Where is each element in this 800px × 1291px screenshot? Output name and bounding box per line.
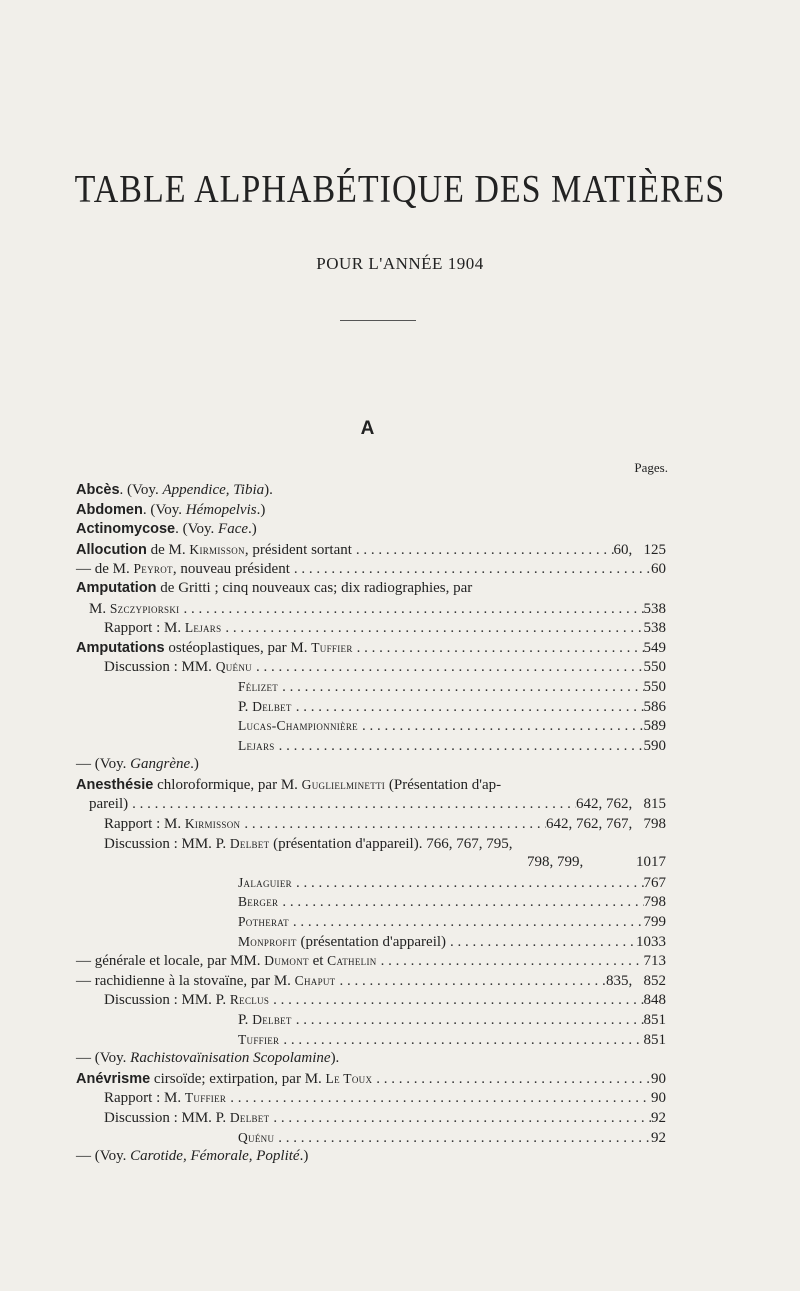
entry-text (238, 912, 289, 933)
entry-sc: Delbet (229, 835, 270, 851)
dot-leader (446, 933, 636, 953)
entry-text (238, 932, 446, 953)
index-entry (76, 1128, 666, 1148)
entry-h: Amputation (76, 579, 157, 596)
divider-rule (340, 320, 416, 321)
index-entry (76, 1147, 666, 1167)
entry-sc: Monprofit (238, 933, 297, 949)
entry-sc: Kirmisson (189, 541, 245, 557)
index-entry (76, 559, 666, 579)
dot-leader (275, 737, 644, 757)
index-entry (76, 755, 666, 775)
entry-t: de M. (146, 541, 190, 558)
entry-h: Actinomycose (76, 521, 176, 538)
entry-t2: ). (264, 482, 273, 498)
page-numbers: 848 (643, 992, 666, 1009)
index-entry (76, 990, 666, 1010)
entry-sc: Chaput (294, 972, 336, 988)
entry-text (104, 1108, 269, 1129)
entry-sc: Delbet (252, 1012, 292, 1028)
dot-leader (335, 972, 606, 992)
index-entry (76, 501, 666, 521)
index-entry (76, 599, 666, 619)
pages-column-label: Pages. (634, 460, 668, 475)
entry-sc: Dumont (264, 953, 309, 969)
entry-t2: .) (299, 1148, 309, 1165)
entry-h: Anévrisme (76, 1070, 151, 1087)
entry-text (76, 540, 352, 561)
entry-it: Face (218, 521, 249, 538)
entry-text (104, 1088, 226, 1109)
page-numbers: 589 (643, 718, 666, 735)
entry-t: — (Voy. (76, 1148, 131, 1165)
dot-leader (221, 619, 643, 639)
page-numbers: 1017 (636, 854, 666, 871)
dot-leader (226, 1089, 651, 1109)
page-numbers: 851 (643, 1031, 666, 1048)
index-entry (76, 951, 666, 971)
index-entry (76, 520, 666, 540)
page-title: TABLE ALPHABÉTIQUE DES MATIÈRES (74, 168, 726, 211)
entry-t: — (Voy. (76, 756, 131, 773)
dot-leader (252, 658, 644, 678)
entry-t2: .) (256, 501, 266, 518)
page-numbers: 60 (651, 561, 666, 578)
entry-t: . (Voy. (175, 521, 219, 538)
entry-sc: Lucas-Championnière (238, 718, 358, 734)
index-entry (76, 834, 666, 854)
index-entry (76, 1030, 666, 1050)
dot-leader (289, 913, 644, 933)
dot-leader (292, 874, 644, 894)
page-numbers: 798 (643, 894, 666, 911)
entry-t: Discussion : MM. P. (104, 992, 230, 1009)
page-numbers: 550 (643, 659, 666, 676)
entry-text (238, 736, 275, 757)
index-entry (76, 736, 666, 756)
section-letter: A (360, 418, 375, 439)
dot-leader (290, 560, 651, 580)
entry-h: Anesthésie (76, 776, 154, 793)
entry-text (104, 990, 269, 1011)
page-numbers: 713 (643, 953, 666, 970)
entry-t: — rachidienne à la stovaïne, par M. (76, 972, 295, 989)
entry-text (76, 755, 199, 775)
entry-t: chloroformique, par M. (153, 776, 302, 793)
entry-t2: (présentation d'appareil). 766, 767, 795, (269, 835, 513, 852)
entry-sc: Potherat (238, 914, 289, 930)
page-numbers: 835, 852 (606, 972, 666, 989)
entry-text (76, 971, 335, 992)
entry-sc: Tuffier (311, 639, 353, 655)
index-entry (76, 579, 666, 599)
index-entry (76, 814, 666, 834)
entry-t: ostéoplastiques, par M. (164, 639, 312, 656)
entry-h: Allocution (76, 541, 147, 558)
index-entry (76, 540, 666, 560)
entry-text (104, 834, 512, 855)
dot-leader (240, 815, 546, 835)
index-entry (76, 1049, 666, 1069)
entry-t: cirsoïde; extirpation, par M. (150, 1070, 326, 1087)
page-numbers: 92 (651, 1129, 666, 1146)
entry-it: Hémopelvis (185, 501, 257, 518)
entry-sc: Quénu (238, 1129, 275, 1145)
entry-sc: Kirmisson (184, 816, 241, 832)
entry-text (76, 520, 257, 540)
entry-text (76, 1147, 308, 1167)
entry-t2: .) (248, 521, 257, 538)
entry-t: P. (238, 1012, 253, 1029)
entry-t: Rapport : M. (104, 816, 185, 833)
entry-text (238, 677, 278, 698)
index-entry (76, 716, 666, 736)
page-numbers: 92 (651, 1110, 666, 1126)
entry-text (104, 814, 240, 835)
page-numbers: 538 (643, 600, 666, 617)
entry-sc: Peyrot (133, 561, 173, 577)
entry-t: Discussion : MM. P. (104, 835, 230, 852)
entry-t: Discussion : MM. P. (104, 1110, 230, 1126)
dot-leader (353, 639, 644, 659)
entry-sc: Lejars (184, 620, 222, 636)
entry-text (76, 638, 353, 659)
page-numbers: 799 (643, 914, 666, 931)
entry-text (76, 481, 273, 501)
entry-sc: Félizet (238, 678, 279, 694)
entry-h: Abdomen (76, 501, 143, 518)
entry-it: Gangrène (130, 756, 191, 773)
entry-it: Appendice, Tibia (162, 482, 265, 498)
entry-text (89, 795, 128, 815)
dot-leader (278, 893, 643, 913)
entry-sc: Szczypiorski (109, 600, 180, 616)
index-entry (76, 932, 666, 952)
entry-t: — générale et locale, par MM. (76, 953, 265, 970)
page-numbers: 538 (643, 620, 666, 637)
index-entry (76, 618, 666, 638)
entry-text (76, 501, 265, 521)
entry-text (76, 579, 472, 599)
entry-t: . (Voy. (142, 501, 186, 518)
index-entries (76, 481, 666, 1167)
index-entry (76, 1069, 666, 1089)
index-entry (76, 657, 666, 677)
entry-t: pareil) (89, 795, 129, 812)
entry-t2: .) (190, 756, 199, 773)
index-entry (76, 481, 666, 501)
entry-t: Rapport : M. (104, 1090, 185, 1107)
entry-text (238, 1030, 279, 1051)
dot-leader (372, 1070, 651, 1090)
entry-text (238, 716, 358, 737)
entry-text (238, 697, 292, 718)
dot-leader (292, 698, 644, 718)
entry-sc: Le Toux (325, 1070, 373, 1086)
page-numbers: 586 (643, 698, 666, 715)
page-numbers: 550 (643, 678, 666, 695)
entry-t: 798, 799, (527, 854, 584, 871)
entry-sc: Jalaguier (238, 874, 292, 890)
entry-h: Abcès (76, 482, 120, 498)
entry-h: Amputations (76, 639, 165, 656)
entry-sc: Delbet (252, 698, 292, 714)
entry-text (238, 1128, 274, 1149)
index-entry (76, 1010, 666, 1030)
entry-text (104, 618, 221, 639)
page-numbers: 642, 762, 767, 798 (546, 816, 666, 833)
index-entry (76, 775, 666, 795)
page-numbers: 590 (643, 737, 666, 754)
entry-t: Discussion : MM. (104, 659, 216, 676)
entry-sc2: Cathelin (327, 953, 377, 969)
index-entry (76, 912, 666, 932)
entry-text (238, 873, 292, 894)
page-numbers: 1033 (636, 933, 666, 950)
entry-t2: ). (330, 1050, 340, 1067)
entry-text (76, 775, 501, 796)
dot-leader (292, 1011, 644, 1031)
entry-t2: et (308, 953, 328, 970)
index-entry (76, 892, 666, 912)
dot-leader (128, 795, 576, 815)
entry-t: — (Voy. (76, 1050, 131, 1067)
page-numbers: 642, 762, 815 (576, 795, 666, 812)
entry-text (76, 1069, 372, 1090)
dot-leader (274, 1129, 651, 1149)
index-entry (76, 638, 666, 658)
index-entry (76, 677, 666, 697)
page-numbers: 767 (643, 874, 666, 891)
entry-text (104, 657, 252, 678)
dot-leader (358, 717, 644, 737)
entry-sc: Delbet (229, 1110, 270, 1125)
index-entry (76, 1088, 666, 1108)
entry-sc: Lejars (238, 737, 275, 753)
entry-t2: (présentation d'appareil) (296, 933, 447, 950)
dot-leader (179, 600, 643, 620)
entry-t2: (Présentation d'ap- (385, 776, 502, 793)
index-entry (76, 795, 666, 815)
entry-t2: , président sortant (244, 541, 352, 558)
page-numbers: 90 (651, 1090, 666, 1107)
page-numbers: 851 (643, 1012, 666, 1029)
entry-sc: Quénu (215, 659, 252, 675)
entry-text (76, 559, 290, 580)
index-entry (76, 853, 666, 873)
entry-it: Rachistovaïnisation Scopolamine (130, 1050, 331, 1067)
entry-text (76, 951, 377, 972)
page-subtitle: POUR L'ANNÉE 1904 (316, 254, 484, 273)
entry-t: P. (238, 698, 253, 715)
entry-t2: , nouveau président (172, 561, 290, 578)
dot-leader (278, 678, 643, 698)
entry-text (238, 1010, 292, 1031)
dot-leader (279, 1031, 643, 1051)
dot-leader (352, 541, 614, 561)
index-entry (76, 697, 666, 717)
entry-sc: Berger (238, 894, 279, 910)
dot-leader (269, 991, 643, 1011)
dot-leader (377, 952, 644, 972)
entry-t: M. (89, 600, 110, 617)
entry-text (238, 892, 278, 913)
entry-text (76, 1049, 339, 1069)
entry-sc: Guglielminetti (301, 776, 386, 792)
index-entry (76, 971, 666, 991)
entry-text (527, 853, 583, 873)
entry-t: de Gritti ; cinq nouveaux cas; dix radiographies, par (156, 579, 473, 596)
index-entry (76, 873, 666, 893)
page-numbers: 90 (651, 1070, 666, 1087)
dot-leader (269, 1109, 651, 1129)
entry-t: . (Voy. (119, 482, 163, 498)
index-entry (76, 1108, 666, 1128)
entry-t: — de M. (76, 561, 134, 578)
page-numbers: 60, 125 (613, 541, 666, 558)
entry-sc: Tuffier (238, 1031, 280, 1047)
entry-sc: Reclus (229, 992, 270, 1008)
entry-t: Rapport : M. (104, 620, 185, 637)
entry-text (89, 599, 179, 620)
entry-sc: Tuffier (184, 1090, 227, 1106)
entry-it: Carotide, Fémorale, Poplité (130, 1148, 300, 1165)
page-numbers: 549 (643, 639, 666, 656)
